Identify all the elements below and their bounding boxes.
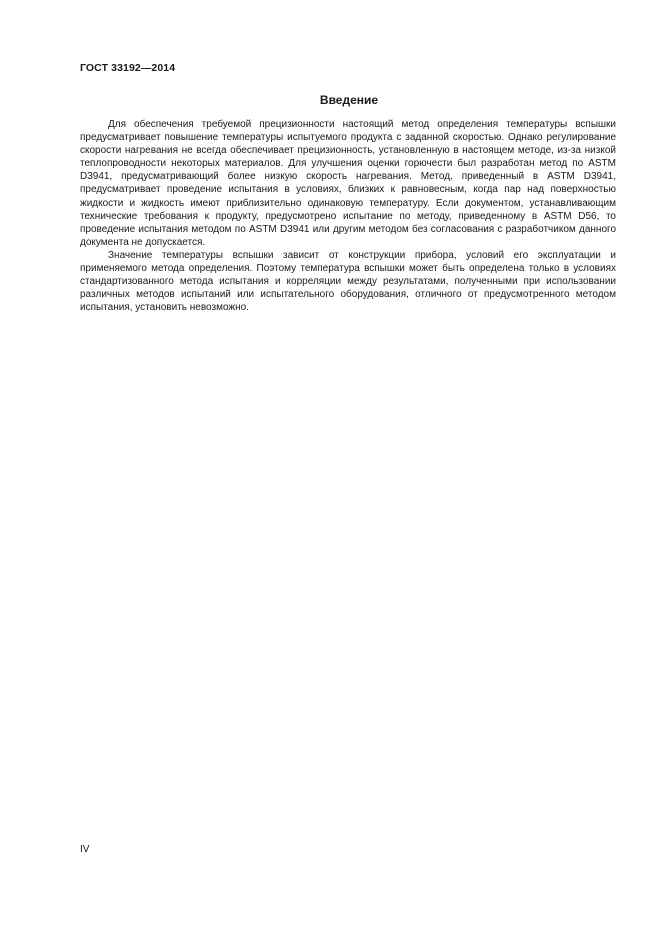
paragraph: Для обеспечения требуемой прецизионности настоящий метод определения температуры вспышки предусматривает повышение температуры испытуемого продукта с заданной скоростью. Однако регулирование скорости нагревания не всегда обеспечивает прецизионность, установленную в настоящем методе, из-за низкой теплопроводности некоторых материалов. Для улучшения оценки горючести был разработан метод по ASTM D3941, предусматривающий более низкую скорость нагревания. Метод, приведенный в ASTM D3941, предусматривает проведение испытания в условиях, близких к равновесным, когда пар над поверхностью жидкости и жидкость имеют приблизительно одинаковую температуру. Если документом, устанавливающим технические требования к продукту, предусмотрено испытание по методу, приведенному в ASTM D56, то проведение испытания методом по ASTM D3941 или другим методом без согласования с разработчиком данного документа не допускается.: [80, 119, 616, 248]
paragraph: Значение температуры вспышки зависит от конструкции прибора, условий его эксплуатации и применяемого метода определения. Поэтому температура вспышки может быть определена только в условиях стандартизованного метода испытания и корреляции между результатами, полученными при использовании различных методов испытаний или испытательного оборудования, отличного от предусмотренного методом испытания, установить невозможно.: [80, 249, 616, 314]
page-number: IV: [80, 844, 90, 855]
body-text: [80, 118, 616, 314]
standard-id-header: ГОСТ 33192—2014: [80, 62, 176, 74]
section-title: Введение: [319, 93, 379, 107]
